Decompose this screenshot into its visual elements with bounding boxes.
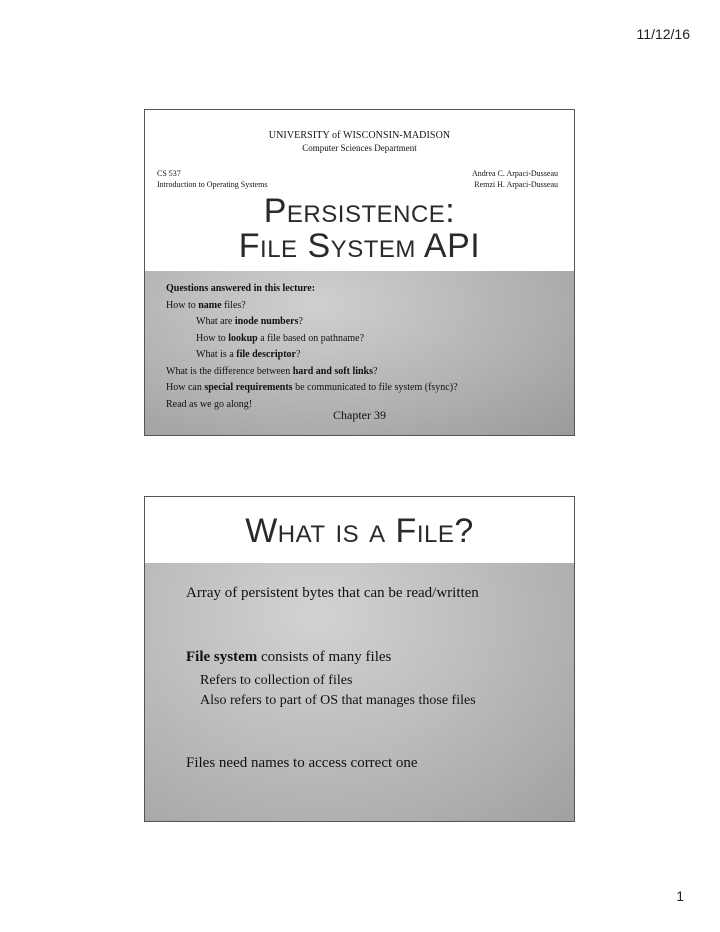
course-info xyxy=(157,168,267,190)
sub-bullet-item: Also refers to part of OS that manages those files xyxy=(200,693,476,708)
course-name: Introduction to Operating Systems xyxy=(157,180,268,189)
department-name: Computer Sciences Department xyxy=(302,143,417,153)
instructor-name: Remzi H. Arpaci-Dusseau xyxy=(474,180,558,189)
slide-body xyxy=(145,563,574,822)
list-item: How to lookup a file based on pathname? xyxy=(196,332,365,344)
instructors xyxy=(472,168,558,190)
bullet-item: File system consists of many files xyxy=(186,649,392,665)
page-date: 11/12/16 xyxy=(636,26,690,42)
slide-title: What is a File? xyxy=(245,512,474,550)
instructor-name: Andrea C. Arpaci-Dusseau xyxy=(472,169,558,178)
slide-persistence xyxy=(144,109,575,436)
chapter-label: Chapter 39 xyxy=(333,408,386,422)
course-code: CS 537 xyxy=(157,169,181,178)
list-item: What is the difference between hard and soft links? xyxy=(166,365,378,377)
list-item: What are inode numbers? xyxy=(196,316,303,327)
slide-header xyxy=(145,497,574,563)
slide-title xyxy=(145,194,574,264)
list-item: What is a file descriptor? xyxy=(196,349,301,360)
bullet-item: Array of persistent bytes that can be read/written xyxy=(186,585,479,601)
university-name: UNIVERSITY of WISCONSIN-MADISON xyxy=(268,130,451,141)
slide-header xyxy=(145,110,574,271)
slide-body xyxy=(145,271,574,436)
slide-what-is-a-file xyxy=(144,496,575,822)
title-line: Persistence: xyxy=(263,192,456,230)
questions-heading: Questions answered in this lecture: xyxy=(166,283,316,294)
list-item: How to name files? xyxy=(166,299,246,311)
title-line: File System API xyxy=(238,227,481,265)
bullet-item: Files need names to access correct one xyxy=(186,755,418,771)
list-item: Read as we go along! xyxy=(166,398,253,410)
question-list xyxy=(166,281,458,413)
page-number: 1 xyxy=(676,888,684,904)
list-item: How can special requirements be communicated to file system (fsync)? xyxy=(166,382,458,393)
sub-bullet-item: Refers to collection of files xyxy=(200,673,353,688)
